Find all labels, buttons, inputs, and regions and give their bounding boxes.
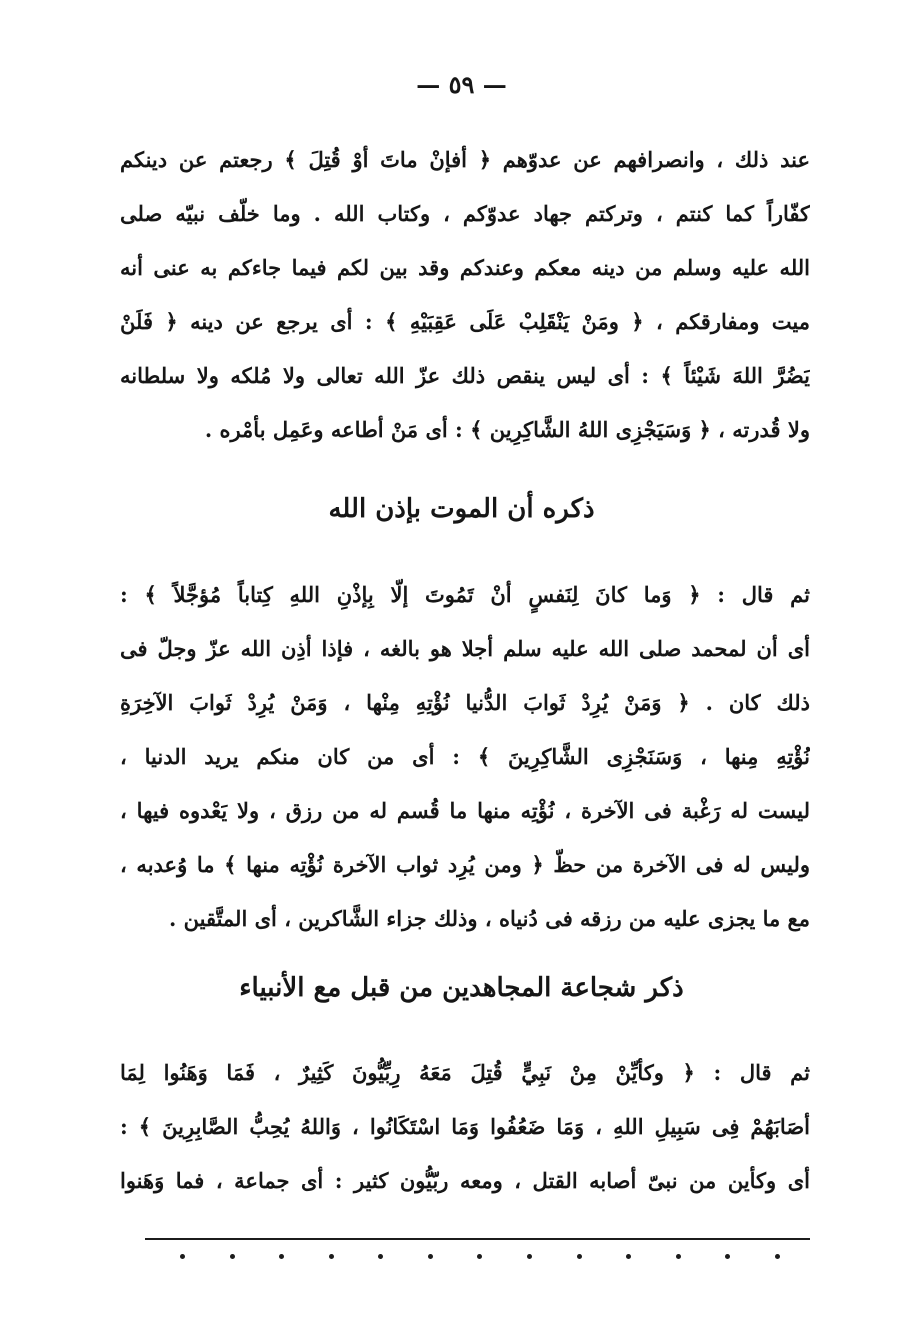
paragraph-line: أصَابَهُمْ فِى سَبِيلِ اللهِ ، وَمَا ضَعُفُوا وَمَا اسْتَكَانُوا ، وَاللهُ يُحِبُّ الصَّابِرِينَ ﴾ : — [120, 1114, 810, 1139]
paragraph-line: ذلك كان . ﴿ وَمَنْ يُرِدْ ثَوابَ الدُّنيا نُؤْتِهِ مِنْها ، وَمَنْ يُرِدْ ثَوابَ الآخِرَةِ — [120, 690, 810, 715]
footer-dot — [725, 1254, 730, 1259]
paragraph-line: عند ذلك ، وانصرافهم عن عدوّهم ﴿ أفإنْ ماتَ أوْ قُتِلَ ﴾ رجعتم عن دينكم — [120, 147, 810, 172]
paragraph-1 — [120, 133, 810, 457]
paragraph-line: أى أن لمحمد صلى الله عليه سلم أجلا هو بالغه ، فإذا أذِن الله عزّ وجلّ فى — [120, 636, 810, 661]
paragraph-line: ثم قال : ﴿ وَما كانَ لِنَفسٍ أنْ تَمُوتَ إلّا بِإذْنِ اللهِ كِتاباً مُؤجَّلاً ﴾ : — [120, 582, 810, 607]
footer-dot — [428, 1254, 433, 1259]
paragraph-line: مع ما يجزى عليه من رزقه فى دُنياه ، وذلك جزاء الشَّاكرين ، أى المتَّقين . — [169, 906, 810, 931]
footer-dot — [378, 1254, 383, 1259]
paragraph-line: يَضُرَّ اللهَ شَيْئاً ﴾ : أى ليس ينقص ذلك عزّ الله تعالى ولا مُلكه ولا سلطانه — [120, 363, 810, 388]
footer-dot — [279, 1254, 284, 1259]
paragraph-line: كفّاراً كما كنتم ، وتركتم جهاد عدوّكم ، وكتاب الله . وما خلّف نبيّه صلى — [120, 201, 810, 226]
footer-dots — [180, 1254, 780, 1259]
footer-rule — [145, 1238, 810, 1240]
footer-dot — [626, 1254, 631, 1259]
footer-dot — [527, 1254, 532, 1259]
paragraph-line: الله عليه وسلم من دينه معكم وعندكم وقد بين لكم فيما جاءكم به عنى أنه — [120, 255, 810, 280]
footer-dot — [775, 1254, 780, 1259]
footer-dot — [577, 1254, 582, 1259]
section-heading-courage-of-fighters: ذكر شجاعة المجاهدين من قبل مع الأنبياء — [239, 973, 684, 1003]
footer-dot — [230, 1254, 235, 1259]
footer-dot — [180, 1254, 185, 1259]
paragraph-line: ميت ومفارقكم ، ﴿ ومَنْ يَنْقَلِبْ عَلَى عَقِبَيْهِ ﴾ : أى يرجع عن دينه ﴿ فَلَنْ — [120, 309, 810, 334]
paragraph-2 — [120, 568, 810, 946]
footer-dot — [477, 1254, 482, 1259]
paragraph-3 — [120, 1046, 810, 1208]
section-heading-death-by-permission: ذكره أن الموت بإذن الله — [328, 494, 595, 524]
paragraph-line: ليست له رَغْبة فى الآخرة ، نُؤْتِه منها ما قُسم له من رزق ، ولا يَعْدوه فيها ، — [120, 798, 810, 823]
paragraph-line: ثم قال : ﴿ وكأيِّنْ مِنْ نَبِيٍّ قُتِلَ مَعَهُ رِبِّيُّونَ كَثِيرٌ ، فَمَا وَهَنُوا لِمَا — [120, 1060, 810, 1085]
paragraph-line: نُؤْتِهِ مِنها ، وَسَنَجْزِى الشَّاكِرِينَ ﴾ : أى من كان منكم يريد الدنيا ، — [120, 744, 810, 769]
paragraph-line: ولا قُدرته ، ﴿ وَسَيَجْزِى اللهُ الشَّاكِرِين ﴾ : أى مَنْ أطاعه وعَمِل بأمْره . — [204, 417, 810, 442]
page-number: — ٥٩ — — [416, 70, 507, 99]
paragraph-line: أى وكأين من نبىّ أصابه القتل ، ومعه ربّيُّون كثير : أى جماعة ، فما وَهَنوا — [120, 1168, 810, 1193]
footer-dot — [676, 1254, 681, 1259]
footer-dot — [329, 1254, 334, 1259]
paragraph-line: وليس له فى الآخرة من حظّ ﴿ ومن يُرِد ثواب الآخرة نُؤْتِه منها ﴾ ما وُعدبه ، — [120, 852, 810, 877]
